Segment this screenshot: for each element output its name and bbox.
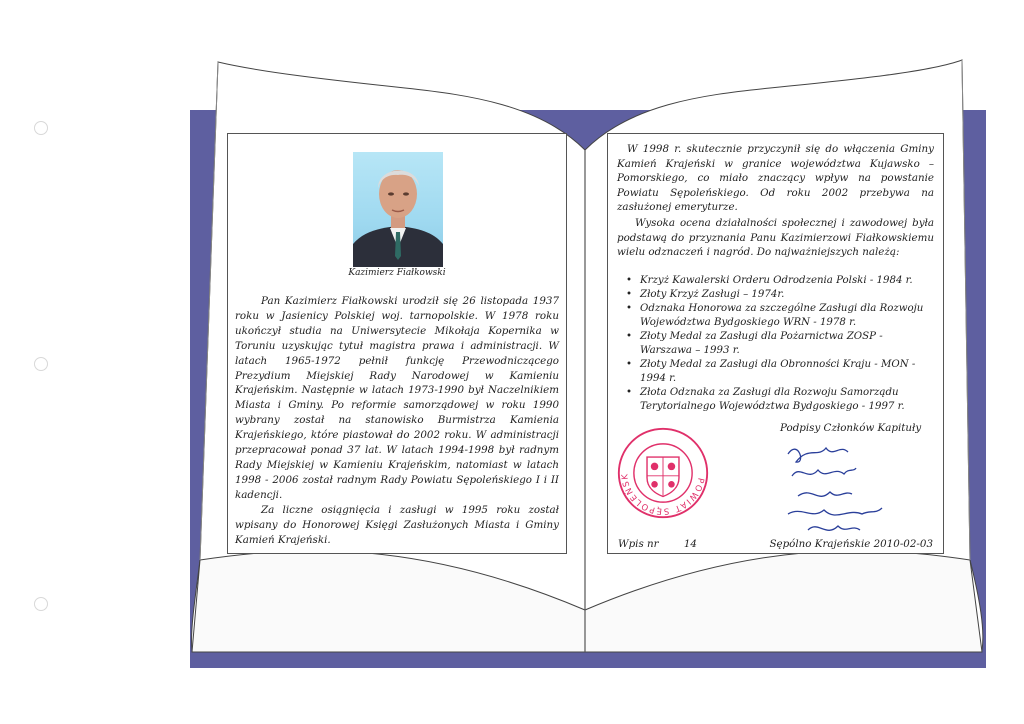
place-date: Sępólno Krajeńskie 2010-02-03 xyxy=(769,538,933,550)
signatures-label: Podpisy Członków Kapituły xyxy=(780,422,922,434)
award-item: • Złoty Medal za Zasługi dla Pożarnictwa ZOSP - Warszawa – 1993 r. xyxy=(626,330,933,358)
entry-record xyxy=(618,538,697,550)
right-page-frame xyxy=(607,133,944,554)
left-page-frame xyxy=(227,133,567,554)
award-item: • Złoty Krzyż Zasługi – 1974r. xyxy=(626,288,933,302)
award-item: • Odznaka Honorowa za szczególne Zasługi dla Rozwoju Województwa Bydgoskiego WRN - 1978 r. xyxy=(626,302,933,330)
biography-text xyxy=(235,294,559,547)
entry-label: Wpis nr xyxy=(618,538,659,550)
handwritten-signatures xyxy=(778,434,888,544)
award-item: • Krzyż Kawalerski Orderu Odrodzenia Polski - 1984 r. xyxy=(626,274,933,288)
award-item: • Złoty Medal za Zasługi dla Obronności Kraju - MON - 1994 r. xyxy=(626,358,933,386)
intro-text xyxy=(617,142,934,215)
portrait-photo xyxy=(353,152,443,267)
awards-list xyxy=(626,274,933,414)
awards-intro-text xyxy=(617,216,934,260)
intro-paragraph: W 1998 r. skutecznie przyczynił się do włączenia Gminy Kamień Krajeński w granice województwa Kujawsko – Pomorskiego, co miało znaczący wpływ na powstanie Powiatu Sępoleńskiego. Od roku 2002 przebywa na zasłużonej emeryturze. xyxy=(617,143,934,214)
photo-caption: Kazimierz Fiałkowski xyxy=(348,268,446,278)
entry-number: 14 xyxy=(683,538,697,550)
district-stamp xyxy=(616,426,710,520)
awards-intro-paragraph: Wysoka ocena działalności społecznej i zawodowej była podstawą do przyznania Panu Kazimierzowi Fiałkowskiemu wielu odznaczeń i nagród. Do najważniejszych należą: xyxy=(617,217,934,259)
portrait-figure xyxy=(353,152,443,267)
bio-paragraph: Pan Kazimierz Fiałkowski urodził się 26 listopada 1937 roku w Jasienicy Polskiej woj. tarnopolskie. W 1978 roku ukończył studia na Uniwersytecie Mikołaja Kopernika w Toruniu uzyskując tytuł magistra prawa i administracji. W latach 1965-1972 pełnił funkcję Przewodniczącego Prezydium Miejskiej Rady Narodowej w Kamieniu Krajeńskim. Następnie w latach 1973-1990 był Naczelnikiem Miasta i Gminy. Po reformie samorządowej w roku 1990 wybrany został na stanowisko Burmistrza Kamienia Krajeńskiego, które piastował do 2002 roku. W administracji przepracował ponad 37 lat. W latach 1994-1998 był radnym Rady Miejskiej w Kamieniu Krajeńskim, natomiast w latach 1998 - 2006 został radnym Rady Powiatu Sępoleńskiego I i II kadencji. xyxy=(235,295,559,501)
bio-paragraph: Za liczne osiągnięcia i zasługi w 1995 roku został wpisany do Honorowej Księgi Zasłużonych Miasta i Gminy Kamień Krajeński. xyxy=(235,503,559,546)
award-item: • Złota Odznaka za Zasługi dla Rozwoju Samorządu Terytorialnego Województwa Bydgoskiego - 1997 r. xyxy=(626,386,933,414)
stamp-text: POWIAT SĘPOLEŃSK xyxy=(619,472,707,517)
